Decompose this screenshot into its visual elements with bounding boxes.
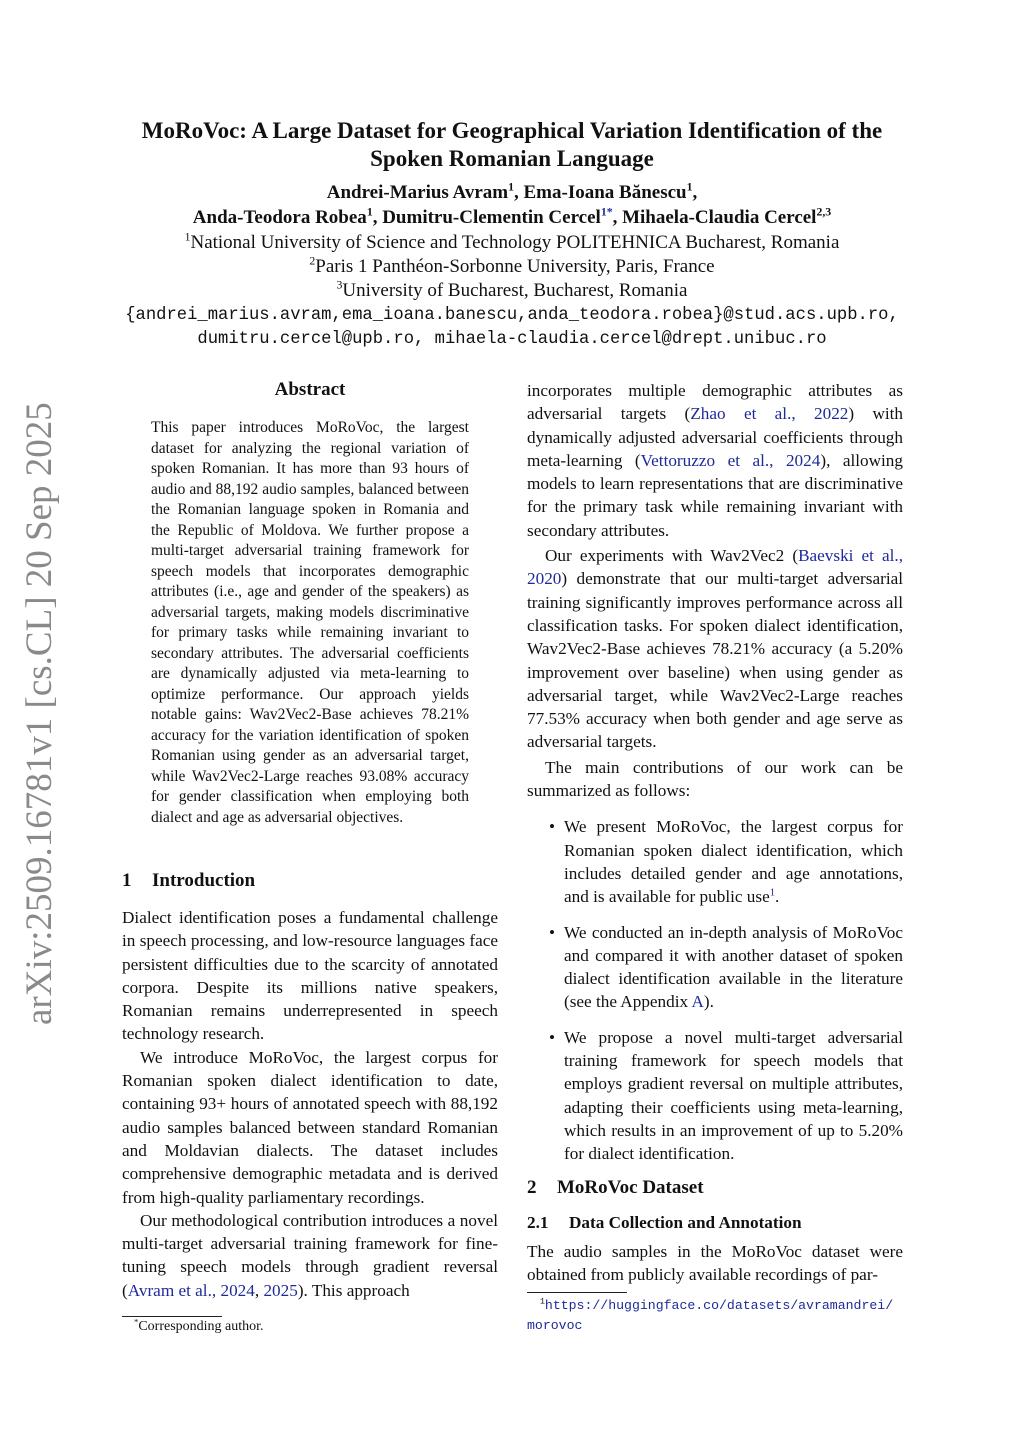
- footnote-corresponding: *Corresponding author.: [134, 1316, 264, 1334]
- author-name: Anda-Teodora Robea: [192, 207, 367, 228]
- paper-title-line1: MoRoVoc: A Large Dataset for Geographical Variation Identification of the: [141, 118, 883, 143]
- footnote-1-cont: [527, 1316, 903, 1335]
- affiliation-2: $^2$Paris 1 Panthéon-Sorbonne University, Paris, France: [309, 254, 715, 277]
- arxiv-identifier: arXiv:2509.16781v1 [cs.CL] 20 Sep 2025: [19, 402, 60, 1025]
- contribution-list: [527, 815, 903, 1165]
- intro-body: [122, 906, 498, 1302]
- appendix-link[interactable]: A: [691, 992, 704, 1012]
- author-name: Andrei-Marius Avram: [326, 182, 509, 203]
- right-paragraph-2: Our experiments with Wav2Vec2 (Baevski et al., 2020) demonstrate that our multi-target adversarial training significantly improves performance across all classification tasks. For spoken dialect identification, Wav2Vec2-Base achieves 78.21% accuracy (a 5.20% improvement over baseline) when using gender as adversarial target, while Wav2Vec2-Large reaches 77.53% accuracy when both gender and age serve as adversarial targets.: [527, 546, 904, 752]
- citation-link[interactable]: 2025: [263, 1280, 298, 1300]
- author-affil-sup: 1: [508, 180, 514, 194]
- footnote-url-link[interactable]: morovoc: [527, 1318, 583, 1333]
- email-line-1: {andrei_marius.avram,ema_ioana.banescu,anda_teodora.robea}@stud.acs.upb.ro,: [125, 306, 899, 325]
- right-paragraph-1: incorporates multiple demographic attributes as adversarial targets (Zhao et al., 2022) with dynamically adjusted adversarial coefficients through meta-learning (Vettoruzzo et al., 2024), allowing models to learn representations that are discriminative for the primary task while remaining invariant with secondary attributes.: [527, 381, 904, 540]
- author-affil-sup[interactable]: 1*: [600, 205, 613, 219]
- footnote-url-link[interactable]: https://huggingface.co/datasets/avramandrei/: [544, 1298, 894, 1313]
- abstract-heading: Abstract: [274, 379, 346, 400]
- citation-link[interactable]: Avram et al., 2024: [127, 1280, 255, 1300]
- author-name: Ema-Ioana Bănescu: [523, 182, 687, 203]
- list-item: • We present MoRoVoc, the largest corpus for Romanian spoken dialect identification, which includes detailed gender and age annotations, and is available for public use$^1$.: [549, 817, 903, 907]
- intro-paragraph-2: We introduce MoRoVoc, the largest corpus for Romanian spoken dialect identification to date, containing 93+ hours of annotated speech with 88,192 audio samples balanced between standard Romanian and Moldavian dialects. The dataset includes comprehensive demographic metadata and is derived from high-quality parliamentary recordings.: [122, 1047, 498, 1207]
- section-2-heading: 2 MoRoVoc Dataset: [527, 1177, 704, 1198]
- footnote-rule: [527, 1292, 627, 1293]
- author-name: Mihaela-Claudia Cercel: [622, 207, 817, 228]
- intro-paragraph-1: Dialect identification poses a fundamental challenge in speech processing, and low-resource languages face persistent difficulties due to the scarcity of annotated corpora. Despite its millions native speakers, Romanian remains underrepresented in speech technology research.: [122, 908, 498, 1044]
- author-name: Dumitru-Clementin Cercel: [382, 207, 601, 228]
- author-affil-sup: 2,3: [816, 205, 832, 219]
- email-line-2: dumitru.cercel@upb.ro, mihaela-claudia.cercel@drept.unibuc.ro: [197, 330, 827, 349]
- list-item: • We conducted an in-depth analysis of MoRoVoc and compared it with another dataset of spoken dialect identification available in the literature (see the Appendix A).: [549, 922, 903, 1012]
- affiliation-3: $^3$University of Bucharest, Bucharest, Romania: [336, 278, 688, 301]
- subsection-2-1-heading: 2.1 Data Collection and Annotation: [527, 1213, 802, 1232]
- author-affil-sup: 1: [686, 180, 693, 194]
- right-paragraph-3: The main contributions of our work can be summarized as follows:: [527, 757, 903, 801]
- author-line-1: Andrei-Marius Avram$^1$, Ema-Ioana Bănescu$^1$,: [326, 180, 698, 203]
- citation-link[interactable]: Baevski et al., 2020: [527, 546, 904, 589]
- abstract-text: This paper introduces MoRoVoc, the largest dataset for analyzing the regional variation of spoken Romanian. It has more than 93 hours of audio and 88,192 audio samples, balanced between the Romanian language spoken in Romania and the Republic of Moldova. We further propose a multi-target adversarial training framework for speech models that incorporates demographic attributes (i.e., age and gender of the speakers) as adversarial targets, making models discriminative for primary tasks while remaining invariant to secondary attributes. The adversarial coefficients are dynamically adjusted via meta-learning to optimize performance. Our approach yields notable gains: Wav2Vec2-Base achieves 78.21% accuracy for the variation identification of spoken Romanian using gender as an adversarial target, while Wav2Vec2-Large reaches 93.08% accuracy for gender classification when employing both dialect and age as adversarial objectives.: [151, 419, 469, 826]
- citation-link[interactable]: Zhao et al., 2022: [690, 404, 849, 424]
- list-item: • We propose a novel multi-target adversarial training framework for speech models that employs gradient reversal on multiple attributes, adapting their coefficients using meta-learning, which results in an improvement of up to 5.20% for dialect identification.: [549, 1027, 903, 1164]
- author-affil-sup: 1: [366, 205, 373, 219]
- affiliation-1: $^1$National University of Science and Technology POLITEHNICA Bucharest, Romania: [184, 230, 840, 253]
- footnote-1: $^1$https://huggingface.co/datasets/avramandrei/: [540, 1297, 894, 1313]
- section-2-paragraph: The audio samples in the MoRoVoc dataset were obtained from publicly available recordings of par-: [527, 1242, 903, 1285]
- abstract-body: [151, 418, 469, 828]
- section-1-heading: 1 Introduction: [122, 870, 256, 891]
- right-column-body: [527, 379, 903, 1178]
- paper-title-line2: Spoken Romanian Language: [370, 146, 654, 171]
- author-line-2: Anda-Teodora Robea$^1$, Dumitru-Clementin Cercel$^{1*}$, Mihaela-Claudia Cercel$^{2,3}$: [192, 205, 832, 228]
- citation-link[interactable]: Vettoruzzo et al., 2024: [640, 450, 821, 470]
- footnote-ref-link[interactable]: 1: [769, 887, 776, 899]
- intro-paragraph-3: Our methodological contribution introduces a novel multi-target adversarial training framework for fine-tuning speech models through gradient reversal (Avram et al., 2024, 2025). This approach: [122, 1210, 498, 1300]
